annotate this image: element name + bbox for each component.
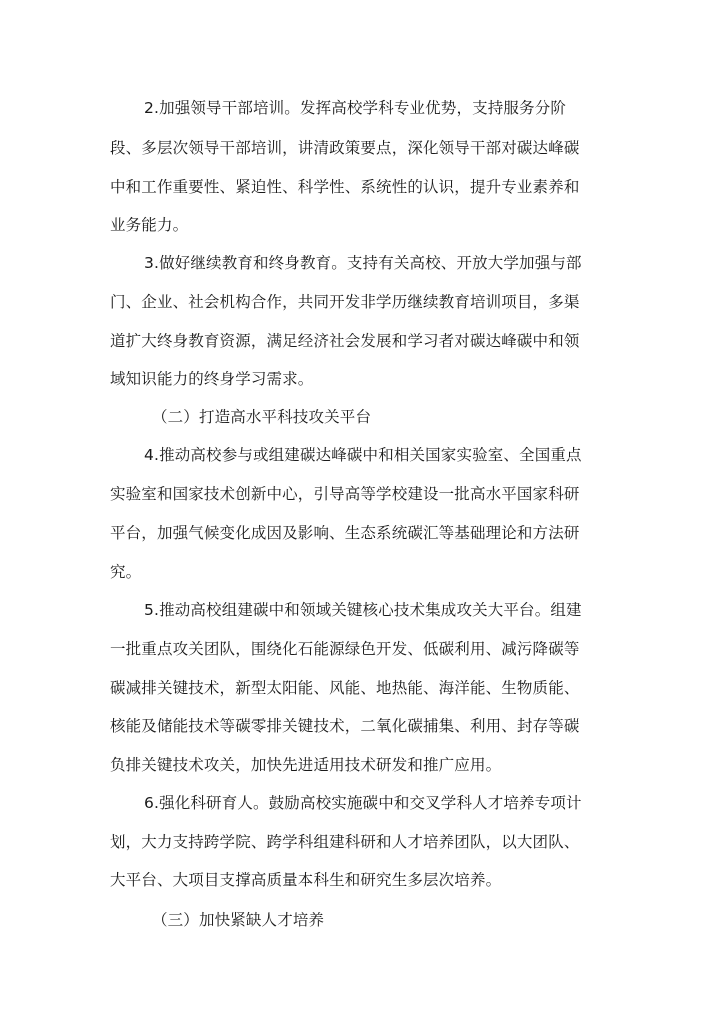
paragraph-4-line-1: 4.推动高校参与或组建碳达峰碳中和相关国家实验室、全国重点 <box>144 446 582 464</box>
paragraph-5-line-1: 5.推动高校组建碳中和领域关键核心技术集成攻关大平台。组建 <box>144 601 582 619</box>
paragraph-3-line-1: 3.做好继续教育和终身教育。支持有关高校、开放大学加强与部 <box>144 254 582 272</box>
paragraph-6-line-1: 6.强化科研育人。鼓励高校实施碳中和交叉学科人才培养专项计 <box>144 794 582 812</box>
section-heading-2: （二）打造高水平科技攻关平台 <box>152 408 372 426</box>
paragraph-5-line-5: 负排关键技术攻关，加快先进适用技术研发和推广应用。 <box>110 756 502 774</box>
paragraph-5-line-4: 核能及储能技术等碳零排关键技术，二氧化碳捕集、利用、封存等碳 <box>110 717 580 735</box>
paragraph-3-line-4: 域知识能力的终身学习需求。 <box>110 370 314 388</box>
paragraph-4-line-4: 究。 <box>110 563 142 581</box>
paragraph-5-line-3: 碳减排关键技术，新型太阳能、风能、地热能、海洋能、生物质能、 <box>110 679 580 697</box>
paragraph-5-line-2: 一批重点攻关团队，围绕化石能源绿色开发、低碳利用、减污降碳等 <box>110 640 580 658</box>
section-heading-3: （三）加快紧缺人才培养 <box>152 911 325 929</box>
paragraph-4-line-3: 平台，加强气候变化成因及影响、生态系统碳汇等基础理论和方法研 <box>110 524 580 542</box>
paragraph-6-line-2: 划，大力支持跨学院、跨学科组建科研和人才培养团队，以大团队、 <box>110 833 580 851</box>
paragraph-2-line-3: 中和工作重要性、紧迫性、科学性、系统性的认识，提升专业素养和 <box>110 178 580 196</box>
paragraph-2-line-2: 段、多层次领导干部培训，讲清政策要点，深化领导干部对碳达峰碳 <box>110 139 580 157</box>
paragraph-2-line-4: 业务能力。 <box>110 216 189 234</box>
paragraph-3-line-3: 道扩大终身教育资源，满足经济社会发展和学习者对碳达峰碳中和领 <box>110 332 580 350</box>
paragraph-3-line-2: 门、企业、社会机构合作，共同开发非学历继续教育培训项目，多渠 <box>110 293 580 311</box>
paragraph-4-line-2: 实验室和国家技术创新中心，引导高等学校建设一批高水平国家科研 <box>110 485 580 503</box>
paragraph-2-line-1: 2.加强领导干部培训。发挥高校学科专业优势，支持服务分阶 <box>144 99 566 117</box>
paragraph-6-line-3: 大平台、大项目支撑高质量本科生和研究生多层次培养。 <box>110 871 502 889</box>
